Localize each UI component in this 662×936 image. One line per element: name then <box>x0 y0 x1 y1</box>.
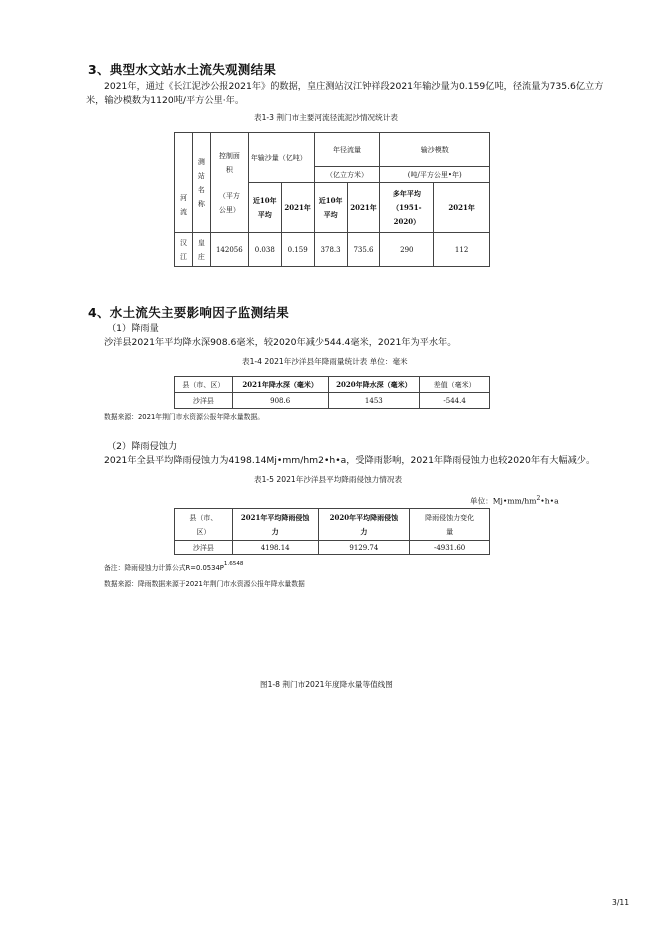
cell-county: 沙洋县 <box>175 393 233 409</box>
cell-erosivity-change: -4931.60 <box>410 541 490 555</box>
header-difference: 差值（毫米） <box>420 377 490 393</box>
header-runoff-10yr: 近10年 平均 <box>314 183 347 233</box>
header-modulus-2021: 2021年 <box>434 183 490 233</box>
header-modulus-multi: 多年平均 （1951- 2020） <box>380 183 434 233</box>
cell-2021-depth: 908.6 <box>232 393 328 409</box>
header-sediment-2021: 2021年 <box>281 183 314 233</box>
header-area: 控制面 积 （平方 公里） <box>210 133 248 233</box>
cell-2021-erosivity: 4198.14 <box>232 541 318 555</box>
cell-sed-2021: 0.159 <box>281 233 314 267</box>
section3-paragraph-line1: 2021年，通过《长江泥沙公报2021年》的数据，皇庄测站汉江钟祥段2021年输沙量为0.159亿吨，径流量为735.6亿立方 <box>104 81 604 92</box>
header-modulus: 输沙模数 <box>380 133 490 167</box>
rainfall-data-source: 数据来源：2021年荆门市水资源公报年降水量数据。 <box>104 413 265 421</box>
table15 <box>174 508 490 555</box>
header-runoff-2021: 2021年 <box>347 183 380 233</box>
table-row <box>175 393 490 409</box>
rainfall-paragraph: 沙洋县2021年平均降水深908.6毫米，较2020年减少544.4毫米，2021年为平水年。 <box>104 337 457 348</box>
header-2021-depth: 2021年降水深（毫米） <box>232 377 328 393</box>
page-number: 3/11 <box>612 898 630 907</box>
table15-caption: 表1-5 2021年沙洋县平均降雨侵蚀力情况表 <box>254 475 403 484</box>
table15-unit: 单位：$Mj•mm/hm^2•h•a$ <box>470 495 559 506</box>
figure-caption: 图1-8 荆门市2021年度降水量等值线图 <box>260 680 393 689</box>
header-sediment: 年输沙量（亿吨） <box>248 133 314 183</box>
header-station: 测 站 名 称 <box>192 133 210 233</box>
erosivity-formula-note: 备注：降雨侵蚀力计算公式$R=0.0534P^{1.6548}$ <box>104 560 244 572</box>
cell-2020-erosivity: 9129.74 <box>318 541 410 555</box>
section4-heading: 4、水土流失主要影响因子监测结果 <box>88 305 289 320</box>
header-county: 县（市、 区） <box>175 509 233 541</box>
cell-run-2021: 735.6 <box>347 233 380 267</box>
cell-difference: -544.4 <box>420 393 490 409</box>
header-2021-erosivity: 2021年平均降雨侵蚀 力 <box>232 509 318 541</box>
cell-2020-depth: 1453 <box>328 393 420 409</box>
table-row <box>175 233 490 267</box>
header-county: 县（市、区） <box>175 377 233 393</box>
table14 <box>174 376 490 409</box>
table-row <box>175 541 490 555</box>
erosivity-subheading: （2）降雨侵蚀力 <box>107 441 178 452</box>
cell-area: 142056 <box>210 233 248 267</box>
cell-river: 汉 江 <box>175 233 193 267</box>
header-2020-depth: 2020年降水深（毫米） <box>328 377 420 393</box>
erosivity-data-source: 数据来源：降雨数据来源于2021年荆门市水资源公报年降水量数据 <box>104 580 305 588</box>
cell-mod-multi: 290 <box>380 233 434 267</box>
header-erosivity-change: 降雨侵蚀力变化 量 <box>410 509 490 541</box>
header-sediment-10yr: 近10年 平均 <box>248 183 281 233</box>
section3-paragraph-line2: 米，输沙模数为1120吨/平方公里·年。 <box>86 95 245 106</box>
section3-heading: 3、典型水文站水土流失观测结果 <box>88 62 277 77</box>
header-runoff-unit: （亿立方米） <box>314 167 380 183</box>
header-river: 河 流 <box>175 133 193 233</box>
erosivity-paragraph: 2021年全县平均降雨侵蚀力为4198.14Mj•mm/hm2•h•a，受降雨影响，2021年降雨侵蚀力也较2020年有大幅减少。 <box>104 455 596 466</box>
cell-sed-10yr: 0.038 <box>248 233 281 267</box>
table14-caption: 表1-4 2021年沙洋县年降雨量统计表 单位：毫米 <box>242 357 408 366</box>
cell-mod-2021: 112 <box>434 233 490 267</box>
cell-county: 沙洋县 <box>175 541 233 555</box>
table13-caption: 表1-3 荆门市主要河流径流泥沙情况统计表 <box>254 113 398 122</box>
cell-run-10yr: 378.3 <box>314 233 347 267</box>
table13 <box>174 132 490 267</box>
header-runoff: 年径流量 <box>314 133 380 167</box>
rainfall-subheading: （1）降雨量 <box>107 323 159 334</box>
header-2020-erosivity: 2020年平均降雨侵蚀 力 <box>318 509 410 541</box>
cell-station: 皇 庄 <box>192 233 210 267</box>
header-modulus-unit: (吨/平方公里•年) <box>380 167 490 183</box>
